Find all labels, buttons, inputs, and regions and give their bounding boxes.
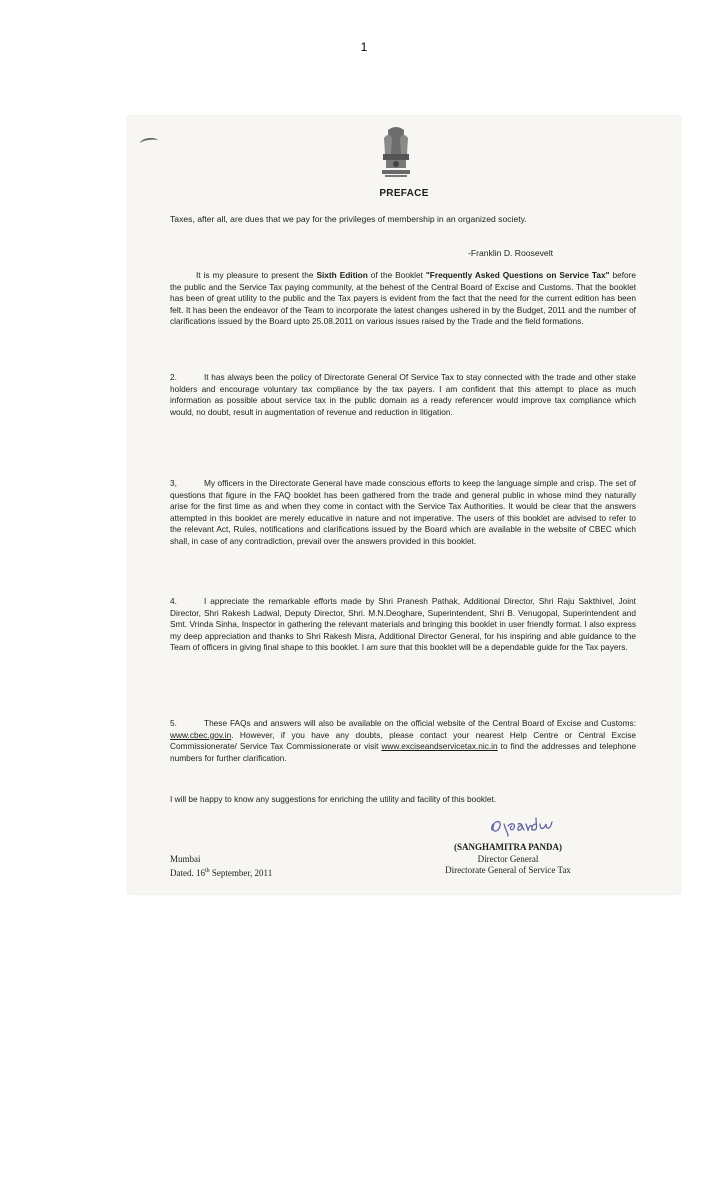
national-emblem-icon [376,124,416,182]
booklet-title: "Frequently Asked Questions on Service Tax" [425,270,610,280]
service-tax-website-link[interactable]: www.exciseandservicetax.nic.in [381,741,498,751]
scanned-letter [128,116,680,894]
letter-date: Dated. 16th September, 2011 [170,867,273,878]
paragraph-4: 4. I appreciate the remarkable efforts made by Shri Pranesh Pathak, Additional Director, Shri Raju Sakthivel, Joint Director, Shri Rakesh Ladwal, Deputy Director, Shri. M.N.Deoghare, Superintendent, Shri B. Venugopal, Superintendent and Smt. Vrinda Sinha, Inspector in gathering the relevant materials and bringing this booklet in user friendly format. I also express my deep appreciation and thanks to Shri Rakesh Misra, Additional Director General, for his inspiring and able guidance to the Team of officers in giving final shape to this booklet. I am sure that this booklet will be a dependable guide for the Tax payers. [170,596,636,652]
place-city: Mumbai [170,854,201,864]
signatory-office: Directorate General of Service Tax [445,865,571,875]
page-number: 1 [360,40,368,54]
signatory-block [418,842,598,877]
cbec-website-link[interactable]: www.cbec.gov.in [170,729,232,740]
signatory-title: Director General [477,853,539,864]
handwritten-signature [486,810,566,840]
paragraph-1: It is my pleasure to present the Sixth Edition of the Booklet "Frequently Asked Questions on Service Tax" before the public and the Service Tax paying community, at the behest of the Central Board of Excise and Customs. That the booklet has been of great utility to the public and the Tax payers is evident from the fact that the need for the current edition has been felt. It has been the endeavor of the Team to incorporate the latest changes ushered in by the Budget, 2011 and the number of clarifications issued by the Board upto 25.08.2011 on various issues raised by the Trade and the field formations. [170,270,636,326]
quote-author: -Franklin D. Roosevelt [468,248,554,258]
opening-quote: Taxes, after all, are dues that we pay for the privileges of membership in an organized society. [170,214,527,224]
closing-remark: I will be happy to know any suggestions for enriching the utility and facility of this booklet. [170,794,497,804]
scan-artifact-mark [140,137,159,147]
paragraph-5: 5. These FAQs and answers will also be available on the official website of the Central Board of Excise and Customs: www.cbec.gov.in. However, if you have any doubts, please contact your nearest Help Centre or Central Excise Commissionerate/ Service Tax Commissionerate or visit www.exciseandservicetax.nic.in to find the addresses and telephone numbers for further clarification. [170,718,636,763]
paragraph-2: 2. It has always been the policy of Directorate General Of Service Tax to stay connected with the trade and other stake holders and encourage voluntary tax compliance by the tax payers. I am confident that this attempt to place as much information as possible about service tax in the public domain as a ready referencer would improve tax compliance which would, no doubt, result in augmentation of revenue and reduction in litigation. [170,372,636,417]
preface-heading: PREFACE [379,188,429,199]
signatory-name: (SANGHAMITRA PANDA) [453,842,563,852]
edition-highlight: Sixth Edition [316,270,368,280]
paragraph-3: 3, My officers in the Directorate General have made conscious efforts to keep the language simple and crisp. The set of questions that figure in the FAQ booklet has been gathered from the trade and general public in whose mind they naturally arise for the first time as and when they come in contact with the Service Tax Authorities. It would be clear that the answers attempted in this booklet are merely educative in nature and not imperative. The users of this booklet are advised to refer to the relevant Act, Rules, notifications and clarifications issued by the Board which are available in the website of CBEC which shall, in case of any contradiction, prevail over the answers provided in this booklet. [170,478,636,546]
place-and-date [170,854,370,879]
